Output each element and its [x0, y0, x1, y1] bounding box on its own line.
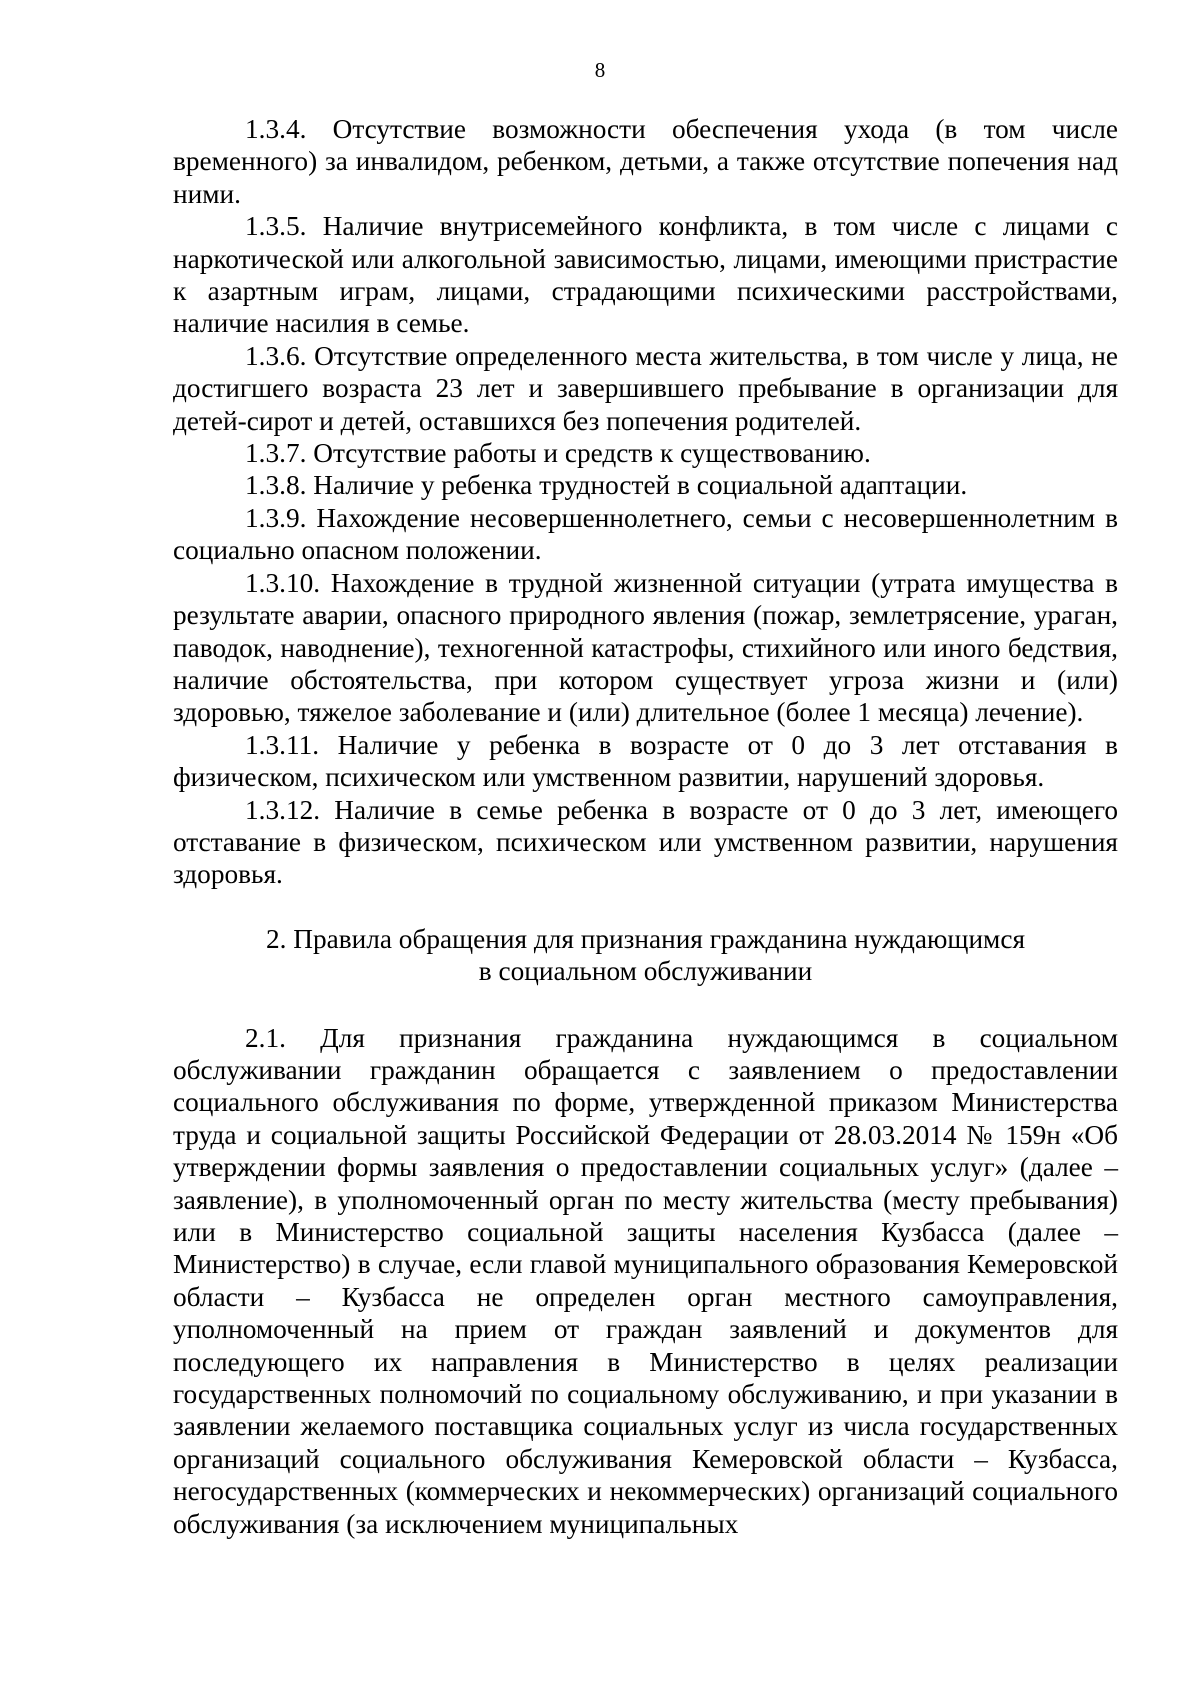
paragraph-1-3-5: 1.3.5. Наличие внутрисемейного конфликта, в том числе с лицами с наркотической или алкогольной зависимостью, лицами, имеющими пристрастие к азартным играм, лицами, страдающими психическими расстройствами, наличие насилия в семье. [173, 211, 1118, 339]
section-heading-line-1: 2. Правила обращения для признания гражданина нуждающимся [265, 923, 1026, 954]
paragraph-2-1: 2.1. Для признания гражданина нуждающимся в социальном обслуживании гражданин обращается с заявлением о предоставлении социального обслуживания по форме, утвержденной приказом Министерства труда и социальной защиты Российской Федерации от 28.03.2014 № 159н «Об утверждении формы заявления о предоставлении социальных услуг» (далее – заявление), в уполномоченный орган по месту жительства (месту пребывания) или в Министерство социальной защиты населения Кузбасса (далее – Министерство) в случае, если главой муниципального образования Кемеровской области – Кузбасса не определен орган местного самоуправления, уполномоченный на прием от граждан заявлений и документов для последующего их направления в Министерство в целях реализации государственных полномочий по социальному обслуживанию, и при указании в заявлении желаемого поставщика социальных услуг из числа государственных организаций социального обслуживания Кемеровской области – Кузбасса, негосударственных (коммерческих и некоммерческих) организаций социального обслуживания (за исключением муниципальных [173, 1022, 1118, 1539]
paragraph-1-3-8: 1.3.8. Наличие у ребенка трудностей в социальной адаптации. [245, 470, 968, 501]
paragraph-1-3-4: 1.3.4. Отсутствие возможности обеспечения ухода (в том числе временного) за инвалидом, ребенком, детьми, а также отсутствие попечения над ними. [173, 114, 1118, 209]
paragraph-1-3-9: 1.3.9. Нахождение несовершеннолетнего, семьи с несовершеннолетним в социально опасном положении. [173, 502, 1118, 566]
paragraph-1-3-6: 1.3.6. Отсутствие определенного места жительства, в том числе у лица, не достигшего возраста 23 лет и завершившего пребывание в организации для детей-сирот и детей, оставшихся без попечения родителей. [173, 340, 1118, 436]
paragraph-1-3-10: 1.3.10. Нахождение в трудной жизненной ситуации (утрата имущества в результате аварии, опасного природного явления (пожар, землетрясение, ураган, паводок, наводнение), техногенной катастрофы, стихийного или иного бедствия, наличие обстоятельства, при котором существует угроза жизни и (или) здоровью, тяжелое заболевание и (или) длительное (более 1 месяца) лечение). [173, 567, 1118, 728]
section-heading [173, 923, 1118, 988]
paragraph-1-3-11: 1.3.11. Наличие у ребенка в возрасте от 0 до 3 лет отставания в физическом, психическом или умственном развитии, нарушений здоровья. [173, 729, 1118, 793]
document-body [173, 113, 1118, 1540]
section-heading-line-2: в социальном обслуживании [478, 956, 813, 987]
paragraph-1-3-12: 1.3.12. Наличие в семье ребенка в возрасте от 0 до 3 лет, имеющего отставание в физическом, психическом или умственном развитии, нарушения здоровья. [173, 794, 1118, 890]
page-number: 8 [594, 58, 606, 82]
paragraph-1-3-7: 1.3.7. Отсутствие работы и средств к существованию. [245, 438, 871, 469]
